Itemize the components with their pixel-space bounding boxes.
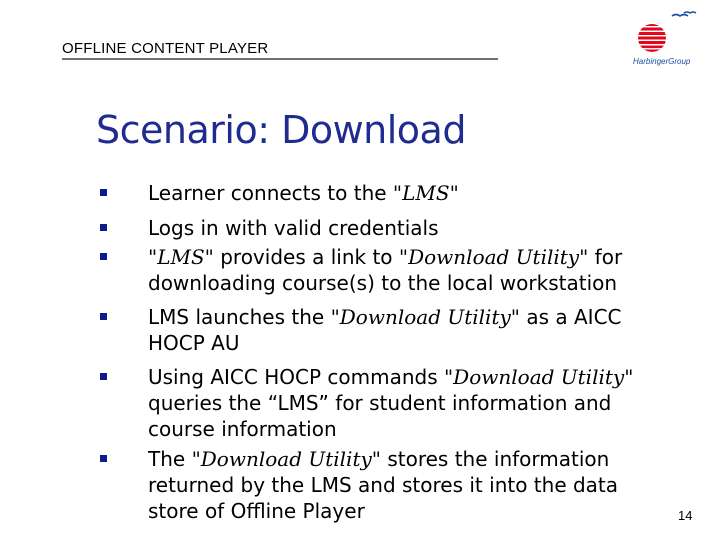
logo-wordmark: HarbingerGroup [633, 57, 691, 66]
bullet-text-run: for downloading course(s) to the local workstation [148, 245, 623, 295]
bullet-text-run: The [148, 447, 192, 471]
emphasized-text: "LMS" [148, 245, 214, 269]
emphasized-text: "Download Utility" [191, 447, 381, 471]
bullet-text [148, 446, 648, 524]
bullet-text-run: Learner connects to the [148, 181, 393, 205]
bullet-text-run: provides a link to [213, 245, 399, 269]
bullet-text [148, 215, 648, 241]
bullet-text-run: stores the information returned by the LMS and stores it into the data store of Offline Player [148, 447, 619, 523]
header-title: OFFLINE CONTENT PLAYER [62, 40, 269, 57]
emphasized-text: "Download Utility" [443, 365, 634, 389]
bullet-text-run: queries the “LMS” for student information and course information [148, 391, 612, 441]
slide-title: Scenario: Download [96, 108, 466, 152]
bullet-marker [100, 373, 107, 380]
bullet-text [148, 364, 648, 442]
bullet-text-run: Logs in with valid credentials [148, 216, 439, 240]
emphasized-text: "LMS" [392, 181, 459, 205]
bullet-text-run: LMS launches the [148, 305, 331, 329]
page-number: 14 [678, 508, 693, 523]
bullet-marker [100, 189, 107, 196]
bullet-text [148, 180, 648, 206]
bullet-text-run: Using AICC HOCP commands [148, 365, 444, 389]
emphasized-text: "Download Utility" [330, 305, 520, 329]
bullet-marker [100, 253, 107, 260]
bullet-marker [100, 224, 107, 231]
bullet-marker [100, 313, 107, 320]
bullet-text-run: as a AICC HOCP AU [148, 305, 622, 355]
bullet-text [148, 304, 648, 356]
bullet-marker [100, 455, 107, 462]
emphasized-text: "Download Utility" [398, 245, 589, 269]
bullet-text [148, 244, 648, 296]
